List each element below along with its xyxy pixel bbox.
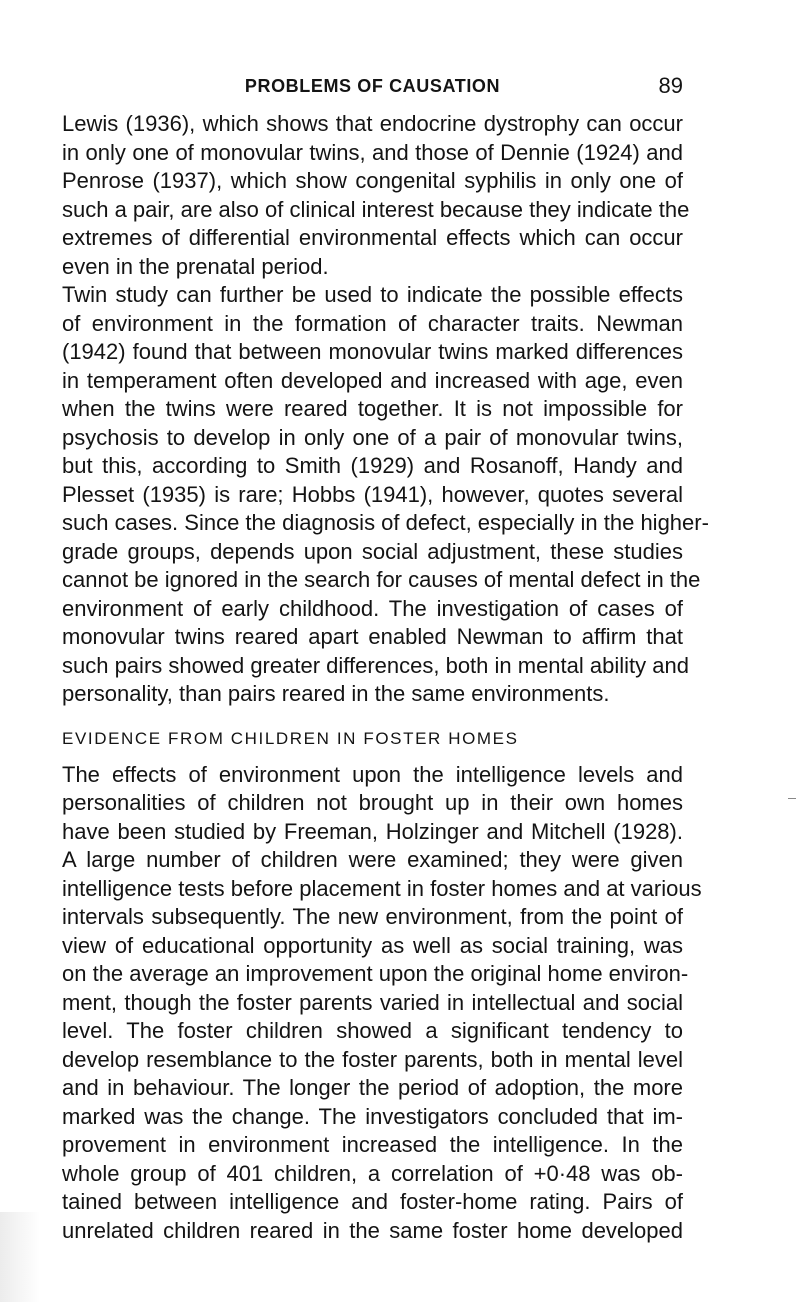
text-line: in only one of monovular twins, and those of Dennie (1924) and xyxy=(62,139,683,165)
paragraph-2 xyxy=(62,281,709,709)
text-line: monovular twins reared apart enabled Newman to affirm that xyxy=(62,624,683,649)
text-line: on the average an improvement upon the original home environ- xyxy=(62,961,689,986)
text-line: Lewis (1936), which shows that endocrine dystrophy can occur xyxy=(62,111,683,136)
text-line: personalities of children not brought up in their own homes xyxy=(62,790,683,815)
text-line: Twin study can further be used to indicate the possible effects xyxy=(62,282,683,307)
text-line: (1942) found that between monovular twins marked differences xyxy=(62,339,683,364)
text-line: of environment in the formation of character traits. Newman xyxy=(62,310,683,336)
scan-shadow xyxy=(0,1212,40,1302)
text-line: whole group of 401 children, a correlation of +0·48 was ob- xyxy=(62,1160,683,1186)
text-line: such cases. Since the diagnosis of defect, especially in the higher- xyxy=(62,510,709,535)
text-line: intervals subsequently. The new environment, from the point of xyxy=(62,904,683,929)
text-line: marked was the change. The investigators concluded that im- xyxy=(62,1103,683,1129)
text-line: personality, than pairs reared in the same environments. xyxy=(62,681,610,706)
text-line: The effects of environment upon the intelligence levels and xyxy=(62,761,683,787)
text-line: Plesset (1935) is rare; Hobbs (1941), however, quotes several xyxy=(62,481,683,507)
text-line: but this, according to Smith (1929) and Rosanoff, Handy and xyxy=(62,453,683,478)
running-title: PROBLEMS OF CAUSATION xyxy=(244,76,501,96)
text-line: such a pair, are also of clinical interest because they indicate the xyxy=(62,196,690,222)
section-heading: EVIDENCE FROM CHILDREN IN FOSTER HOMES xyxy=(62,728,519,748)
text-line: and in behaviour. The longer the period of adoption, the more xyxy=(62,1075,683,1100)
running-head xyxy=(62,68,683,104)
text-line: ment, though the foster parents varied in intellectual and social xyxy=(62,989,683,1015)
paragraph-1 xyxy=(62,110,690,281)
text-line: Penrose (1937), which show congenital syphilis in only one of xyxy=(62,168,683,193)
text-line: psychosis to develop in only one of a pair of monovular twins, xyxy=(62,424,683,450)
text-line: develop resemblance to the foster parents, both in mental level xyxy=(62,1046,683,1072)
text-line: when the twins were reared together. It is not impossible for xyxy=(62,396,683,421)
text-line: cannot be ignored in the search for causes of mental defect in the xyxy=(62,567,701,592)
text-line: such pairs showed greater differences, both in mental ability and xyxy=(62,652,689,678)
text-line: grade groups, depends upon social adjustment, these studies xyxy=(62,538,683,564)
text-line: unrelated children reared in the same foster home developed xyxy=(62,1217,683,1243)
page-number: 89 xyxy=(658,73,683,98)
text-line: even in the prenatal period. xyxy=(62,253,329,279)
paragraph-3 xyxy=(62,761,702,1246)
text-line: tained between intelligence and foster-home rating. Pairs of xyxy=(62,1189,683,1214)
text-line: A large number of children were examined; they were given xyxy=(62,847,683,872)
margin-tick xyxy=(788,798,796,799)
text-line: extremes of differential environmental effects which can occur xyxy=(62,225,683,250)
text-line: intelligence tests before placement in foster homes and at various xyxy=(62,875,702,901)
text-line: provement in environment increased the intelligence. In the xyxy=(62,1132,683,1157)
text-line: view of educational opportunity as well as social training, was xyxy=(62,932,683,958)
text-line: have been studied by Freeman, Holzinger and Mitchell (1928). xyxy=(62,818,683,844)
text-line: level. The foster children showed a significant tendency to xyxy=(62,1018,683,1043)
text-line: environment of early childhood. The investigation of cases of xyxy=(62,595,683,621)
body-text xyxy=(62,110,709,1245)
text-line: in temperament often developed and increased with age, even xyxy=(62,367,683,393)
